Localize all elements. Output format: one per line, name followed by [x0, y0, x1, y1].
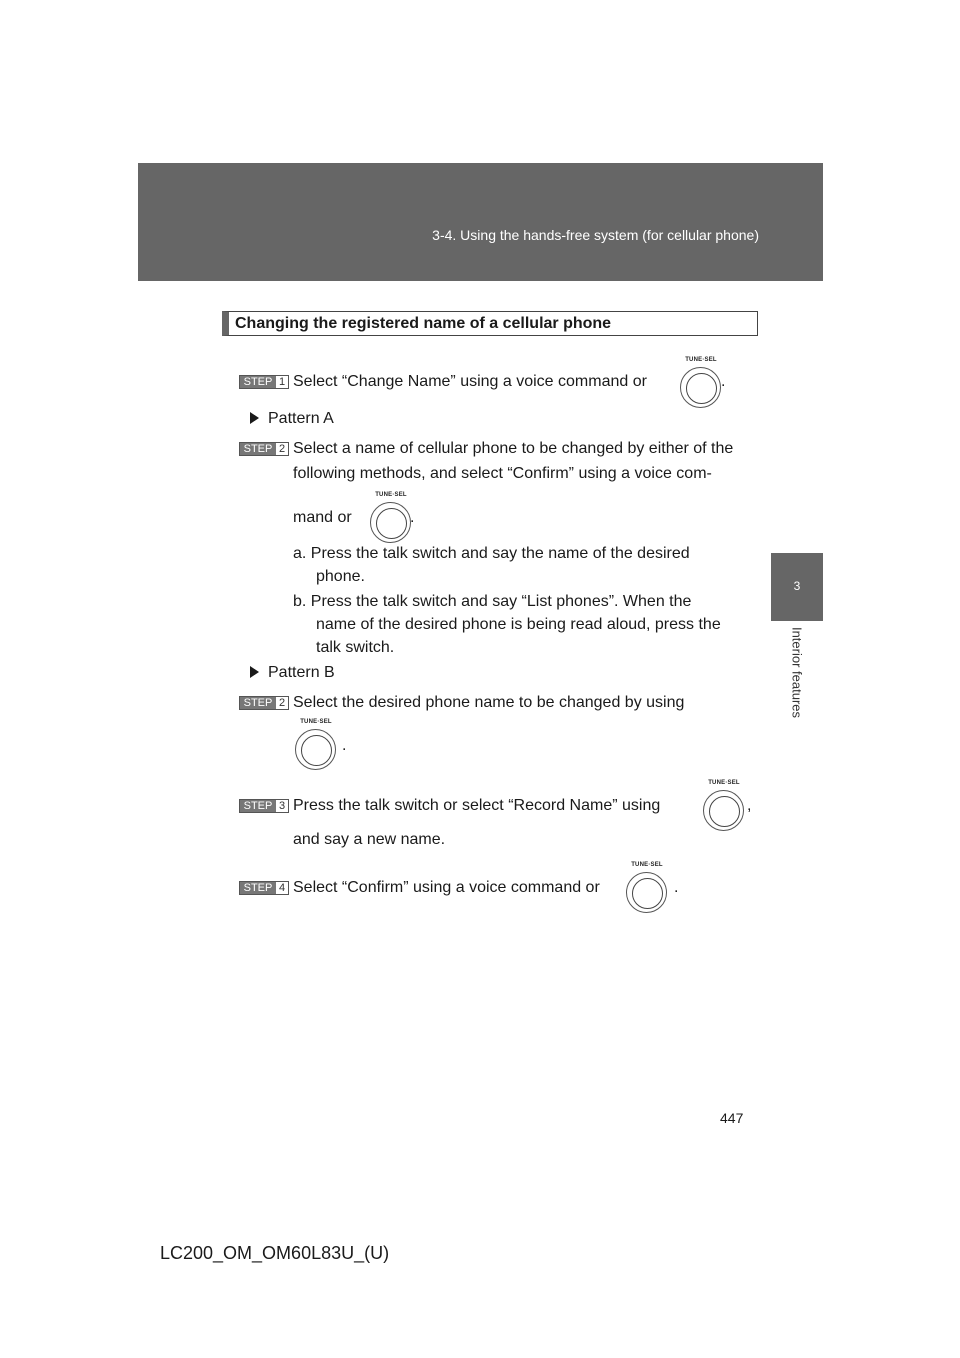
- section-title: Changing the registered name of a cellular phone: [222, 311, 758, 336]
- footer-code: LC200_OM_OM60L83U_(U): [160, 1243, 390, 1263]
- option-b-line-1: b. Press the talk switch and say “List phones”. When the: [293, 593, 692, 610]
- pattern-a-label: Pattern A: [268, 410, 334, 427]
- step-1-badge: [239, 375, 289, 389]
- pattern-b-label: Pattern B: [268, 664, 335, 681]
- triangle-right-icon: [250, 412, 259, 424]
- header-section-title: 3-4. Using the hands-free system (for cellular phone): [432, 227, 759, 243]
- step-word: STEP: [240, 800, 276, 812]
- step-2b-badge: [239, 696, 289, 710]
- step-1-end: .: [721, 373, 726, 390]
- option-b-line-2: name of the desired phone is being read aloud, press the: [316, 616, 721, 633]
- triangle-right-icon: [250, 666, 259, 678]
- dial-label: TUNE·SEL: [685, 357, 717, 363]
- header-band: [138, 163, 823, 281]
- step-2a-line-2: following methods, and select “Confirm” using a voice com-: [293, 465, 712, 482]
- page-number: 447: [720, 1110, 744, 1126]
- tune-sel-dial-icon: [699, 780, 752, 835]
- tune-sel-dial-icon: [676, 357, 726, 412]
- pattern-a-heading: [250, 410, 334, 428]
- dial-knob: [680, 367, 721, 408]
- pattern-b-heading: [250, 664, 335, 682]
- dial-knob: [626, 872, 667, 913]
- step-2a-end: .: [410, 509, 415, 526]
- step-3-badge: [239, 799, 289, 813]
- step-number: 2: [276, 443, 288, 455]
- step-2a-line-1: Select a name of cellular phone to be changed by either of the: [293, 440, 734, 457]
- dial-knob: [703, 790, 744, 831]
- step-word: STEP: [240, 443, 276, 455]
- dial-label: TUNE·SEL: [300, 719, 332, 725]
- dial-label: TUNE·SEL: [375, 492, 407, 498]
- dial-label: TUNE·SEL: [708, 780, 740, 786]
- step-word: STEP: [240, 376, 276, 388]
- step-2b-end: .: [342, 737, 347, 754]
- step-word: STEP: [240, 882, 276, 894]
- chapter-title: Interior features: [789, 626, 805, 719]
- step-1-text: Select “Change Name” using a voice command or: [293, 373, 647, 390]
- tune-sel-dial-icon: [366, 492, 416, 547]
- step-4-text: Select “Confirm” using a voice command or: [293, 879, 600, 896]
- step-number: 2: [276, 697, 288, 709]
- step-number: 4: [276, 882, 288, 894]
- chapter-number: 3: [793, 579, 801, 593]
- dial-knob: [295, 729, 336, 770]
- dial-knob: [370, 502, 411, 543]
- step-2a-line-3: mand or: [293, 509, 352, 526]
- step-3-comma: ,: [747, 797, 752, 814]
- tune-sel-dial-icon: [291, 719, 341, 774]
- step-number: 1: [276, 376, 288, 388]
- step-3-line-1: Press the talk switch or select “Record Name” using: [293, 797, 661, 814]
- tune-sel-dial-icon: [622, 862, 672, 917]
- option-b-line-3: talk switch.: [316, 639, 395, 656]
- step-4-badge: [239, 881, 289, 895]
- option-a-line-1: a. Press the talk switch and say the name of the desired: [293, 545, 690, 562]
- option-a-line-2: phone.: [316, 568, 365, 585]
- step-2a-badge: [239, 442, 289, 456]
- step-3-line-2: and say a new name.: [293, 831, 446, 848]
- step-word: STEP: [240, 697, 276, 709]
- step-4-end: .: [674, 879, 679, 896]
- step-number: 3: [276, 800, 288, 812]
- step-2b-line-1: Select the desired phone name to be changed by using: [293, 694, 685, 711]
- dial-label: TUNE·SEL: [631, 862, 663, 868]
